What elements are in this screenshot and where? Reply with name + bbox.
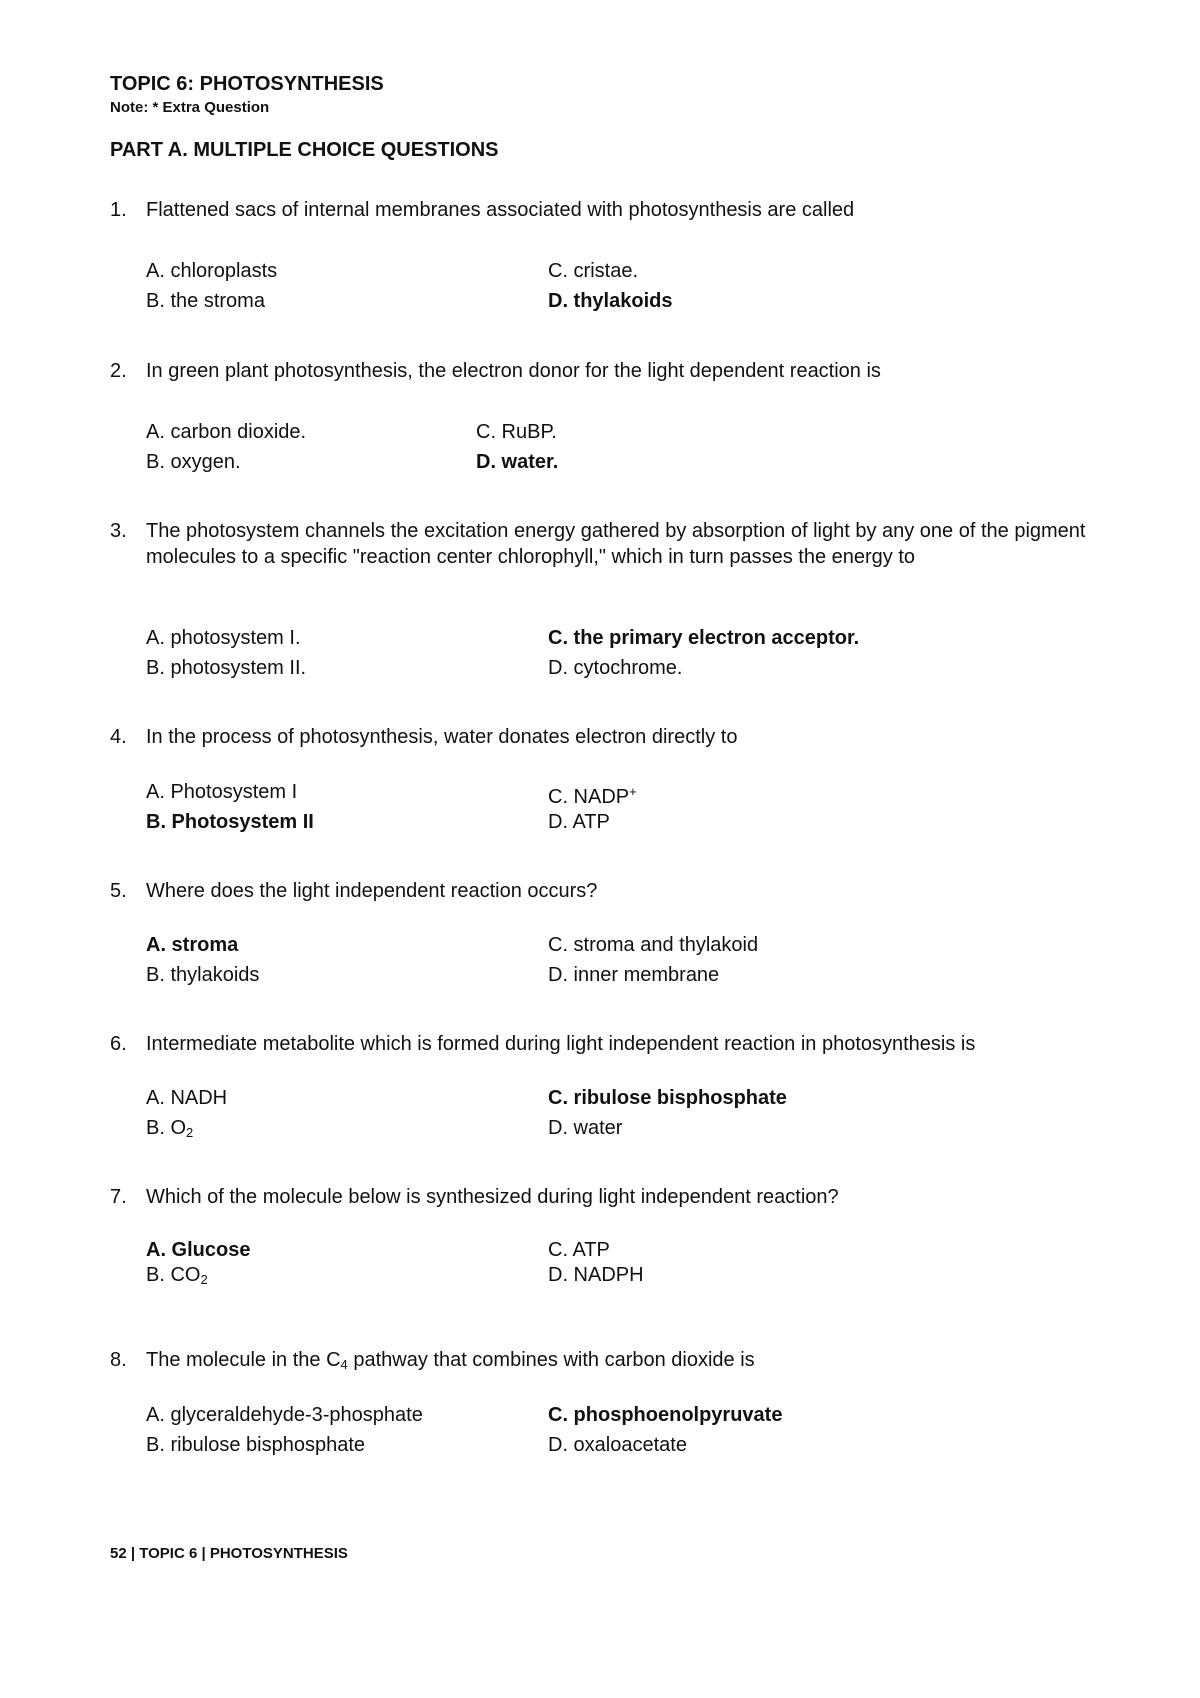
option-b xyxy=(146,1262,208,1293)
option-c: C. cristae. xyxy=(548,260,639,282)
subscript: 2 xyxy=(186,1125,194,1140)
option-text: C. NADP xyxy=(548,786,630,808)
option-c-correct: C. phosphoenolpyruvate xyxy=(548,1404,783,1426)
option-a: A. Photosystem I xyxy=(146,781,298,803)
page-title: TOPIC 6: PHOTOSYNTHESIS xyxy=(110,73,384,95)
option-b: B. oxygen. xyxy=(146,451,241,473)
page-footer: 52 | TOPIC 6 | PHOTOSYNTHESIS xyxy=(110,1545,348,1562)
option-text: B. CO xyxy=(146,1264,201,1286)
question-number: 2. xyxy=(110,360,127,382)
option-c: C. ATP xyxy=(548,1239,610,1261)
option-d-correct: D. thylakoids xyxy=(548,290,673,312)
question-stem: Which of the molecule below is synthesized during light independent reaction? xyxy=(146,1186,839,1208)
question-2 xyxy=(110,358,1090,384)
option-b: B. photosystem II. xyxy=(146,657,307,679)
option-d: D. ATP xyxy=(548,811,610,833)
option-d: D. water xyxy=(548,1117,623,1139)
question-number: 1. xyxy=(110,199,127,221)
question-number: 6. xyxy=(110,1033,127,1055)
question-number: 8. xyxy=(110,1349,127,1371)
question-7 xyxy=(110,1184,1090,1210)
option-c: C. stroma and thylakoid xyxy=(548,934,759,956)
option-d-correct: D. water. xyxy=(476,451,559,473)
option-a: A. chloroplasts xyxy=(146,260,278,282)
question-stem: The photosystem channels the excitation energy gathered by absorption of light by any one of the pigment molecules to a specific "reaction center chlorophyll," which in turn passes the energy to xyxy=(146,520,1086,568)
option-a-correct: A. stroma xyxy=(146,934,239,956)
stem-text: pathway that combines with carbon dioxide is xyxy=(347,1349,755,1371)
question-number: 5. xyxy=(110,880,127,902)
option-text: B. O xyxy=(146,1117,187,1139)
option-d: D. cytochrome. xyxy=(548,657,683,679)
option-a-correct: A. Glucose xyxy=(146,1239,251,1261)
option-b: B. the stroma xyxy=(146,290,265,312)
option-c-correct: C. ribulose bisphosphate xyxy=(548,1087,787,1109)
option-c xyxy=(548,779,637,810)
option-c-correct: C. the primary electron acceptor. xyxy=(548,627,860,649)
section-heading: PART A. MULTIPLE CHOICE QUESTIONS xyxy=(110,139,499,161)
stem-text: The molecule in the C xyxy=(146,1349,341,1371)
question-4 xyxy=(110,724,1090,750)
question-5 xyxy=(110,878,1090,904)
question-6 xyxy=(110,1031,1090,1057)
question-stem: In the process of photosynthesis, water donates electron directly to xyxy=(146,726,738,748)
option-d: D. NADPH xyxy=(548,1264,644,1286)
question-number: 7. xyxy=(110,1186,127,1208)
subscript: 2 xyxy=(200,1272,208,1287)
superscript: + xyxy=(629,784,637,799)
option-b xyxy=(146,1115,193,1146)
question-stem: Intermediate metabolite which is formed during light independent reaction in photosynthesis is xyxy=(146,1033,976,1055)
question-8 xyxy=(110,1347,1090,1378)
question-stem: Flattened sacs of internal membranes associated with photosynthesis are called xyxy=(146,199,855,221)
option-a: A. carbon dioxide. xyxy=(146,421,307,443)
option-a: A. NADH xyxy=(146,1087,228,1109)
question-stem: Where does the light independent reaction occurs? xyxy=(146,880,598,902)
option-b: B. ribulose bisphosphate xyxy=(146,1434,366,1456)
question-3 xyxy=(110,518,1090,570)
option-a: A. photosystem I. xyxy=(146,627,301,649)
option-b-correct: B. Photosystem II xyxy=(146,811,314,833)
option-d: D. oxaloacetate xyxy=(548,1434,687,1456)
option-b: B. thylakoids xyxy=(146,964,260,986)
question-stem xyxy=(146,1347,1090,1378)
option-c: C. RuBP. xyxy=(476,421,557,443)
question-stem: In green plant photosynthesis, the electron donor for the light dependent reaction is xyxy=(146,360,881,382)
option-d: D. inner membrane xyxy=(548,964,720,986)
question-number: 4. xyxy=(110,726,127,748)
question-number: 3. xyxy=(110,520,127,542)
option-a: A. glyceraldehyde-3-phosphate xyxy=(146,1404,423,1426)
page-note: Note: * Extra Question xyxy=(110,99,270,116)
question-1 xyxy=(110,197,1090,223)
subscript: 4 xyxy=(340,1357,348,1372)
